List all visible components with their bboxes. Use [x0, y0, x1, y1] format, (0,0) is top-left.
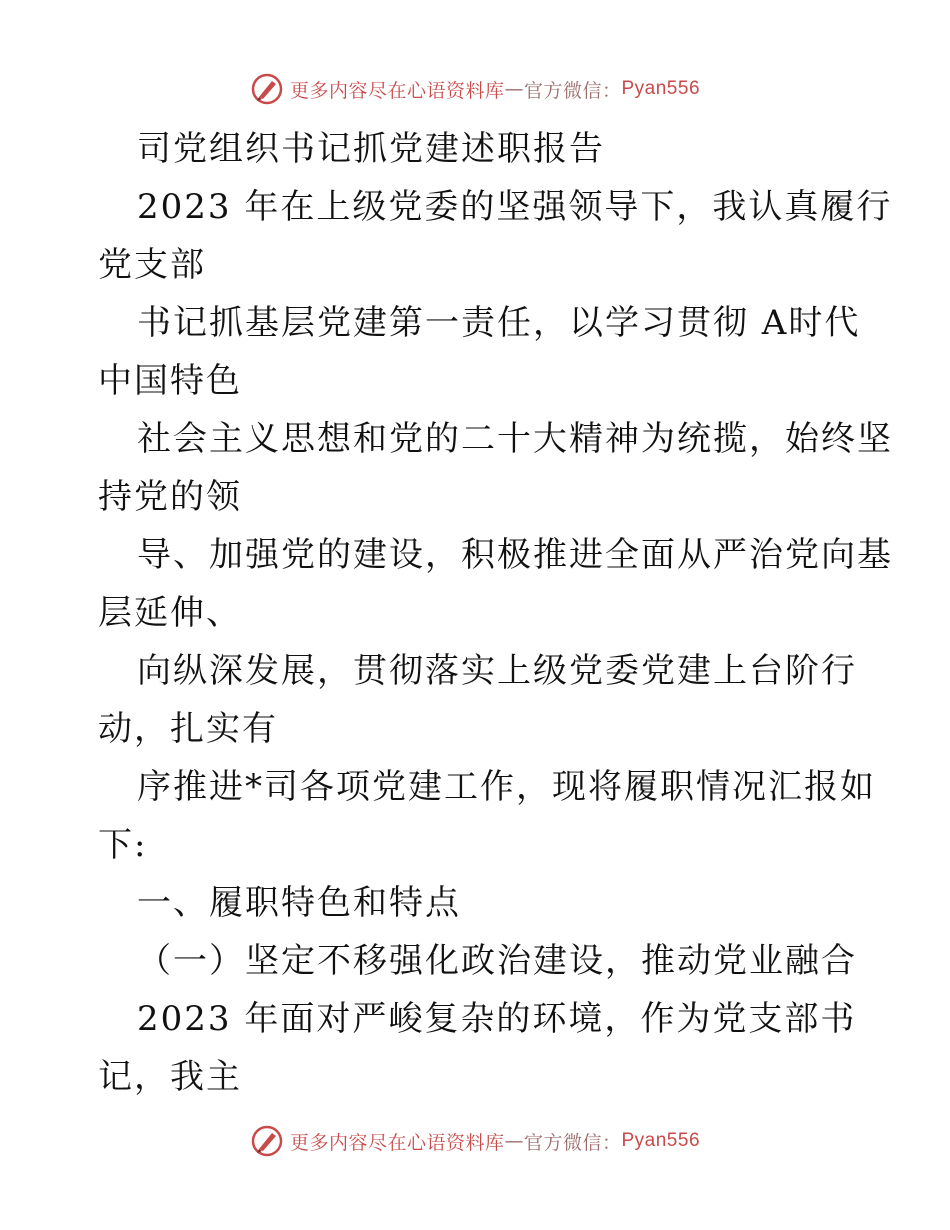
paragraph-line: 向纵深发展，贯彻落实上级党委党建上台阶行 [137, 651, 857, 691]
watermark-account: Pyan556 [621, 1130, 701, 1151]
watermark-text: 更多内容尽在心语资料库 [289, 79, 505, 102]
paragraph-line: 社会主义思想和党的二十大精神为统揽，始终坚 [137, 419, 893, 459]
paragraph-line: 动，扎实有 [98, 709, 278, 749]
document-title: 司党组织书记抓党建述职报告 [137, 129, 605, 169]
document-body [0, 120, 950, 1106]
subsection-heading: （一）坚定不移强化政治建设，推动党业融合 [137, 941, 857, 981]
watermark-label: 官方微信： [523, 1131, 622, 1154]
paragraph-line: 序推进*司各项党建工作，现将履职情况汇报如 [137, 767, 876, 807]
section-heading: 一、履职特色和特点 [137, 883, 461, 923]
paragraph-line: 书记抓基层党建第一责任，以学习贯彻 A时代 [137, 303, 861, 343]
watermark-footer [0, 1124, 950, 1158]
paragraph-line: 持党的领 [98, 477, 242, 517]
pen-logo-icon [250, 72, 284, 106]
paragraph-line: 2023 年面对严峻复杂的环境，作为党支部书 [137, 999, 857, 1039]
paragraph-line: 党支部 [98, 245, 206, 285]
paragraph-line: 层延伸、 [98, 593, 242, 633]
watermark-separator: — [504, 1130, 524, 1152]
watermark-account: Pyan556 [621, 78, 701, 99]
pen-logo-icon [250, 1124, 284, 1158]
paragraph-line: 记，我主 [98, 1057, 242, 1097]
paragraph-line: 2023 年在上级党委的坚强领导下，我认真履行 [137, 187, 893, 227]
paragraph-line: 下: [98, 825, 148, 865]
watermark-separator: — [504, 78, 524, 100]
watermark-header [0, 72, 950, 106]
watermark-text: 更多内容尽在心语资料库 [289, 1131, 505, 1154]
paragraph-line: 导、加强党的建设，积极推进全面从严治党向基 [137, 535, 893, 575]
paragraph-line: 中国特色 [98, 361, 242, 401]
watermark-label: 官方微信： [523, 79, 622, 102]
